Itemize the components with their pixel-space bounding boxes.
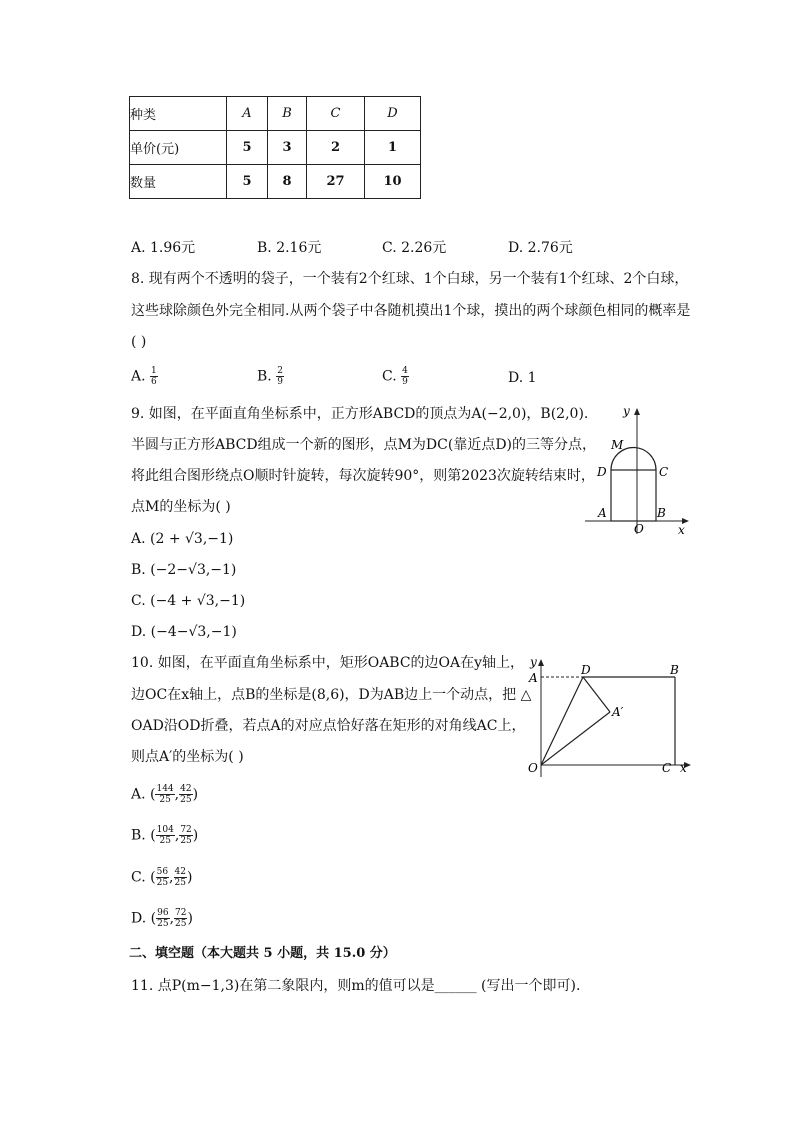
fraction xyxy=(401,366,409,387)
segment-da-prime xyxy=(583,677,610,712)
numerator: 2 xyxy=(277,366,283,376)
table-header-row xyxy=(130,97,421,131)
table-cell: 数量 xyxy=(130,165,227,199)
q7-option-b: B. 2.16元 xyxy=(257,240,322,256)
q10-line1: 10. 如图，在平面直角坐标系中，矩形OABC的边OA在y轴上， xyxy=(131,655,525,671)
option-label: D. xyxy=(131,910,147,927)
q9-option-d: D. (−4−√3,−1) xyxy=(131,624,237,640)
table-cell: 27 xyxy=(307,165,365,199)
numerator: 104 xyxy=(156,825,174,835)
denominator: 25 xyxy=(175,919,187,929)
q10-option-b: B. ( $\frac{104}{25}$ , $\frac{72}{25}$ ) xyxy=(131,825,199,846)
q10-line3: OAD沿OD折叠，若点A的对应点恰好落在矩形的对角线AC上， xyxy=(131,718,526,734)
q10-option-c: C. ( $\frac{56}{25}$ , $\frac{42}{25}$ ) xyxy=(131,867,193,888)
denominator: 6 xyxy=(151,377,157,387)
q9-line4: 点M的坐标为( ) xyxy=(131,499,231,515)
q8-option-b xyxy=(257,366,284,387)
section-header: 二、填空题（本大题共 5 小题，共 15.0 分） xyxy=(129,946,396,961)
label-y: y xyxy=(623,404,630,418)
label-a: A xyxy=(598,506,607,520)
table-cell: 10 xyxy=(365,165,421,199)
q10-line4: 则点A′的坐标为( ) xyxy=(131,749,244,765)
q8-option-d: D. 1 xyxy=(508,370,537,386)
table-cell: D xyxy=(365,97,421,131)
y-arrow xyxy=(634,408,640,415)
q9-option-b: B. (−2−√3,−1) xyxy=(131,562,237,578)
table-cell: 1 xyxy=(365,131,421,165)
label-d: D xyxy=(581,663,591,677)
table-row xyxy=(130,131,421,165)
fraction xyxy=(156,825,175,846)
label-b: B xyxy=(657,506,666,520)
fraction xyxy=(276,366,284,387)
numerator: 4 xyxy=(402,366,408,376)
option-label: B. xyxy=(131,827,146,844)
q7-option-d: D. 2.76元 xyxy=(508,240,573,256)
label-y: y xyxy=(530,655,537,669)
numerator: 1 xyxy=(151,366,157,376)
label-a-prime: A′ xyxy=(612,705,624,719)
q9-figure xyxy=(580,400,695,540)
q8-line2: 这些球除颜色外完全相同.从两个袋子中各随机摸出1个球，摸出的两个球颜色相同的概率是 xyxy=(131,303,691,319)
fraction xyxy=(179,784,192,805)
q10-figure xyxy=(522,652,702,780)
q7-option-a: A. 1.96元 xyxy=(131,240,196,256)
y-arrow xyxy=(538,659,544,666)
denominator: 25 xyxy=(157,919,169,929)
denominator: 25 xyxy=(180,836,192,846)
q9-option-c: C. (−4 + √3,−1) xyxy=(131,593,246,609)
label-x: x xyxy=(678,523,685,537)
q7-option-c: C. 2.26元 xyxy=(382,240,447,256)
table-cell: 5 xyxy=(227,131,268,165)
table-cell: A xyxy=(227,97,268,131)
q9-line1: 9. 如图，在平面直角坐标系中，正方形ABCD的顶点为A(−2,0)，B(2,0). xyxy=(131,406,589,422)
segment-od xyxy=(541,677,583,765)
fraction xyxy=(156,908,169,929)
table-cell: B xyxy=(268,97,307,131)
table-cell: 8 xyxy=(268,165,307,199)
denominator: 9 xyxy=(277,377,283,387)
option-label: C. xyxy=(131,869,146,886)
numerator: 42 xyxy=(174,867,186,877)
table-cell: 种类 xyxy=(130,97,227,131)
q8-line1: 8. 现有两个不透明的袋子，一个装有2个红球、1个白球，另一个装有1个红球、2个白球， xyxy=(131,271,689,287)
price-table xyxy=(129,96,421,199)
label-c: C xyxy=(662,761,672,775)
numerator: 96 xyxy=(157,908,169,918)
numerator: 72 xyxy=(175,908,187,918)
denominator: 25 xyxy=(156,878,169,888)
q8-option-a xyxy=(131,366,158,387)
table-cell: 3 xyxy=(268,131,307,165)
fraction xyxy=(174,867,187,888)
q8-option-c xyxy=(382,366,409,387)
q9-line2: 半圆与正方形ABCD组成一个新的图形，点M为DC(靠近点D)的三等分点， xyxy=(131,437,597,453)
denominator: 25 xyxy=(174,878,186,888)
numerator: 56 xyxy=(156,867,169,877)
label-x: x xyxy=(680,761,687,775)
square-abcd xyxy=(611,470,656,521)
q8-line3: ( ) xyxy=(131,334,147,350)
table-row xyxy=(130,165,421,199)
denominator: 25 xyxy=(180,795,192,805)
q9-option-a: A. (2 + √3,−1) xyxy=(131,531,234,547)
label-a: A xyxy=(529,671,538,685)
numerator: 42 xyxy=(180,784,192,794)
label-m: M xyxy=(611,438,624,452)
segment-oa-prime xyxy=(541,712,610,765)
table-cell: 5 xyxy=(227,165,268,199)
label-o: O xyxy=(634,522,644,536)
fraction xyxy=(150,366,158,387)
q9-line3: 将此组合图形绕点O顺时针旋转，每次旋转90°，则第2023次旋转结束时， xyxy=(131,468,595,484)
table-cell: 单价(元) xyxy=(130,131,227,165)
table-cell: 2 xyxy=(307,131,365,165)
denominator: 9 xyxy=(402,377,408,387)
label-d: D xyxy=(597,465,607,479)
q10-line2: 边OC在x轴上，点B的坐标是(8,6)，D为AB边上一个动点，把 △ xyxy=(131,687,532,703)
option-label: C. xyxy=(382,368,397,385)
fraction xyxy=(155,784,174,805)
fraction xyxy=(156,867,169,888)
option-label: A. xyxy=(131,786,146,803)
q10-option-d: D. ( $\frac{96}{25}$ , $\frac{72}{25}$ ) xyxy=(131,908,193,929)
option-label: B. xyxy=(257,368,272,385)
q10-option-a: A. ( $\frac{144}{25}$ , $\frac{42}{25}$ ) xyxy=(131,784,199,805)
denominator: 25 xyxy=(159,836,171,846)
numerator: 72 xyxy=(180,825,192,835)
label-o: O xyxy=(528,761,538,775)
q11-text: 11. 点P(m−1,3)在第二象限内，则m的值可以是______ (写出一个即可). xyxy=(131,978,581,994)
fraction xyxy=(174,908,187,929)
label-b: B xyxy=(670,663,679,677)
option-label: A. xyxy=(131,368,146,385)
table-cell: C xyxy=(307,97,365,131)
denominator: 25 xyxy=(159,795,171,805)
label-c: C xyxy=(659,465,669,479)
fraction xyxy=(179,825,192,846)
numerator: 144 xyxy=(156,784,174,794)
